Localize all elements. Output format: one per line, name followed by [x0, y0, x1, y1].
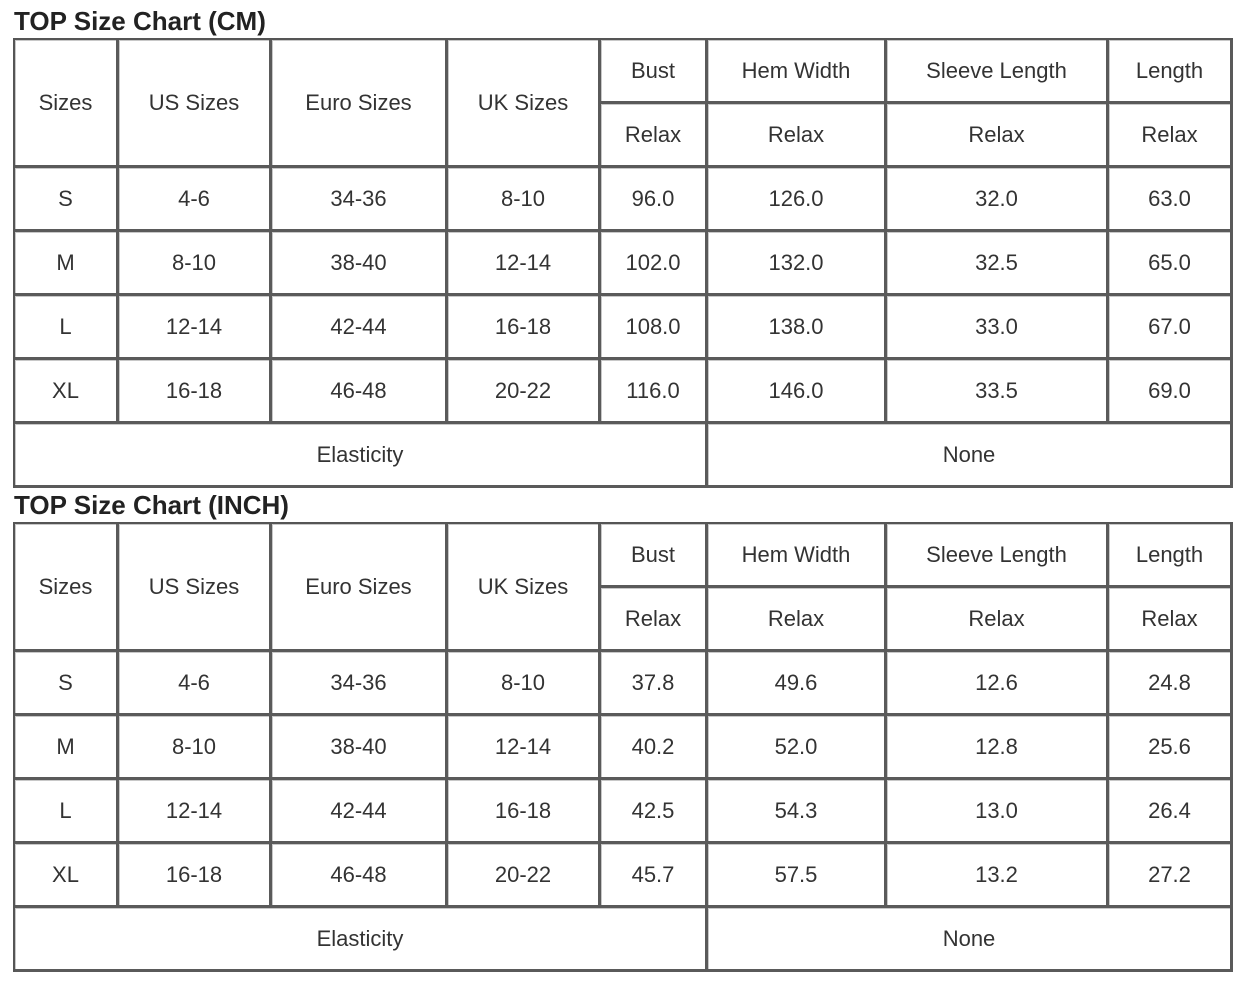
cell-hem-width: 54.3: [708, 780, 887, 844]
fit-sleeve-length: Relax: [887, 104, 1109, 168]
cell-bust: 45.7: [601, 844, 708, 908]
cell-size: L: [15, 780, 119, 844]
cell-hem-width: 146.0: [708, 360, 887, 424]
cell-euro-size: 38-40: [272, 716, 448, 780]
table-row: [15, 296, 1233, 360]
cell-size: S: [15, 652, 119, 716]
header-bust: Bust: [601, 524, 708, 588]
cell-us-size: 8-10: [119, 716, 272, 780]
table-row: [15, 780, 1233, 844]
table-row: [15, 652, 1233, 716]
fit-bust: Relax: [601, 104, 708, 168]
cell-us-size: 16-18: [119, 360, 272, 424]
size-table: [13, 38, 1233, 488]
cell-length: 27.2: [1109, 844, 1233, 908]
elasticity-label: Elasticity: [15, 908, 708, 972]
header-length: Length: [1109, 524, 1233, 588]
size-chart-inch: [13, 488, 1233, 972]
header-sizes: Sizes: [15, 524, 119, 652]
cell-us-size: 16-18: [119, 844, 272, 908]
cell-uk-size: 20-22: [448, 360, 601, 424]
elasticity-value: None: [708, 424, 1233, 488]
cell-hem-width: 126.0: [708, 168, 887, 232]
cell-length: 63.0: [1109, 168, 1233, 232]
cell-length: 67.0: [1109, 296, 1233, 360]
cell-sleeve-length: 33.5: [887, 360, 1109, 424]
elasticity-value: None: [708, 908, 1233, 972]
cell-sleeve-length: 12.6: [887, 652, 1109, 716]
header-length: Length: [1109, 40, 1233, 104]
fit-bust: Relax: [601, 588, 708, 652]
cell-uk-size: 16-18: [448, 780, 601, 844]
cell-sleeve-length: 32.5: [887, 232, 1109, 296]
cell-us-size: 4-6: [119, 168, 272, 232]
cell-length: 69.0: [1109, 360, 1233, 424]
size-chart-cm: [13, 4, 1233, 488]
cell-sleeve-length: 32.0: [887, 168, 1109, 232]
fit-hem-width: Relax: [708, 588, 887, 652]
header-bust: Bust: [601, 40, 708, 104]
cell-bust: 40.2: [601, 716, 708, 780]
cell-us-size: 12-14: [119, 780, 272, 844]
header-row: [15, 524, 1233, 588]
cell-length: 65.0: [1109, 232, 1233, 296]
header-sleeve-length: Sleeve Length: [887, 40, 1109, 104]
cell-uk-size: 8-10: [448, 168, 601, 232]
cell-size: M: [15, 716, 119, 780]
header-row: [15, 40, 1233, 104]
header-uk-sizes: UK Sizes: [448, 40, 601, 168]
header-hem-width: Hem Width: [708, 40, 887, 104]
cell-uk-size: 8-10: [448, 652, 601, 716]
cell-size: XL: [15, 360, 119, 424]
cell-sleeve-length: 13.2: [887, 844, 1109, 908]
cell-length: 26.4: [1109, 780, 1233, 844]
fit-sleeve-length: Relax: [887, 588, 1109, 652]
cell-uk-size: 16-18: [448, 296, 601, 360]
elasticity-row: [15, 424, 1233, 488]
cell-sleeve-length: 33.0: [887, 296, 1109, 360]
fit-hem-width: Relax: [708, 104, 887, 168]
cell-hem-width: 138.0: [708, 296, 887, 360]
cell-euro-size: 42-44: [272, 296, 448, 360]
cell-size: S: [15, 168, 119, 232]
cell-euro-size: 34-36: [272, 652, 448, 716]
cell-us-size: 8-10: [119, 232, 272, 296]
cell-bust: 102.0: [601, 232, 708, 296]
size-table: [13, 522, 1233, 972]
header-sizes: Sizes: [15, 40, 119, 168]
header-euro-sizes: Euro Sizes: [272, 524, 448, 652]
header-euro-sizes: Euro Sizes: [272, 40, 448, 168]
cell-us-size: 12-14: [119, 296, 272, 360]
cell-euro-size: 46-48: [272, 844, 448, 908]
cell-sleeve-length: 13.0: [887, 780, 1109, 844]
cell-hem-width: 52.0: [708, 716, 887, 780]
cell-size: M: [15, 232, 119, 296]
cell-uk-size: 12-14: [448, 232, 601, 296]
table-row: [15, 844, 1233, 908]
table-row: [15, 360, 1233, 424]
header-us-sizes: US Sizes: [119, 40, 272, 168]
cell-bust: 42.5: [601, 780, 708, 844]
table-row: [15, 168, 1233, 232]
chart-title: TOP Size Chart (INCH): [14, 490, 289, 520]
table-row: [15, 716, 1233, 780]
fit-length: Relax: [1109, 104, 1233, 168]
cell-euro-size: 46-48: [272, 360, 448, 424]
cell-hem-width: 49.6: [708, 652, 887, 716]
cell-size: XL: [15, 844, 119, 908]
cell-us-size: 4-6: [119, 652, 272, 716]
cell-hem-width: 57.5: [708, 844, 887, 908]
cell-sleeve-length: 12.8: [887, 716, 1109, 780]
header-us-sizes: US Sizes: [119, 524, 272, 652]
cell-hem-width: 132.0: [708, 232, 887, 296]
cell-length: 24.8: [1109, 652, 1233, 716]
header-uk-sizes: UK Sizes: [448, 524, 601, 652]
elasticity-row: [15, 908, 1233, 972]
cell-bust: 96.0: [601, 168, 708, 232]
table-row: [15, 232, 1233, 296]
fit-length: Relax: [1109, 588, 1233, 652]
cell-length: 25.6: [1109, 716, 1233, 780]
cell-euro-size: 38-40: [272, 232, 448, 296]
cell-bust: 37.8: [601, 652, 708, 716]
elasticity-label: Elasticity: [15, 424, 708, 488]
header-sleeve-length: Sleeve Length: [887, 524, 1109, 588]
cell-bust: 116.0: [601, 360, 708, 424]
cell-euro-size: 42-44: [272, 780, 448, 844]
cell-uk-size: 20-22: [448, 844, 601, 908]
cell-uk-size: 12-14: [448, 716, 601, 780]
cell-euro-size: 34-36: [272, 168, 448, 232]
cell-bust: 108.0: [601, 296, 708, 360]
chart-title: TOP Size Chart (CM): [14, 6, 266, 36]
cell-size: L: [15, 296, 119, 360]
header-hem-width: Hem Width: [708, 524, 887, 588]
